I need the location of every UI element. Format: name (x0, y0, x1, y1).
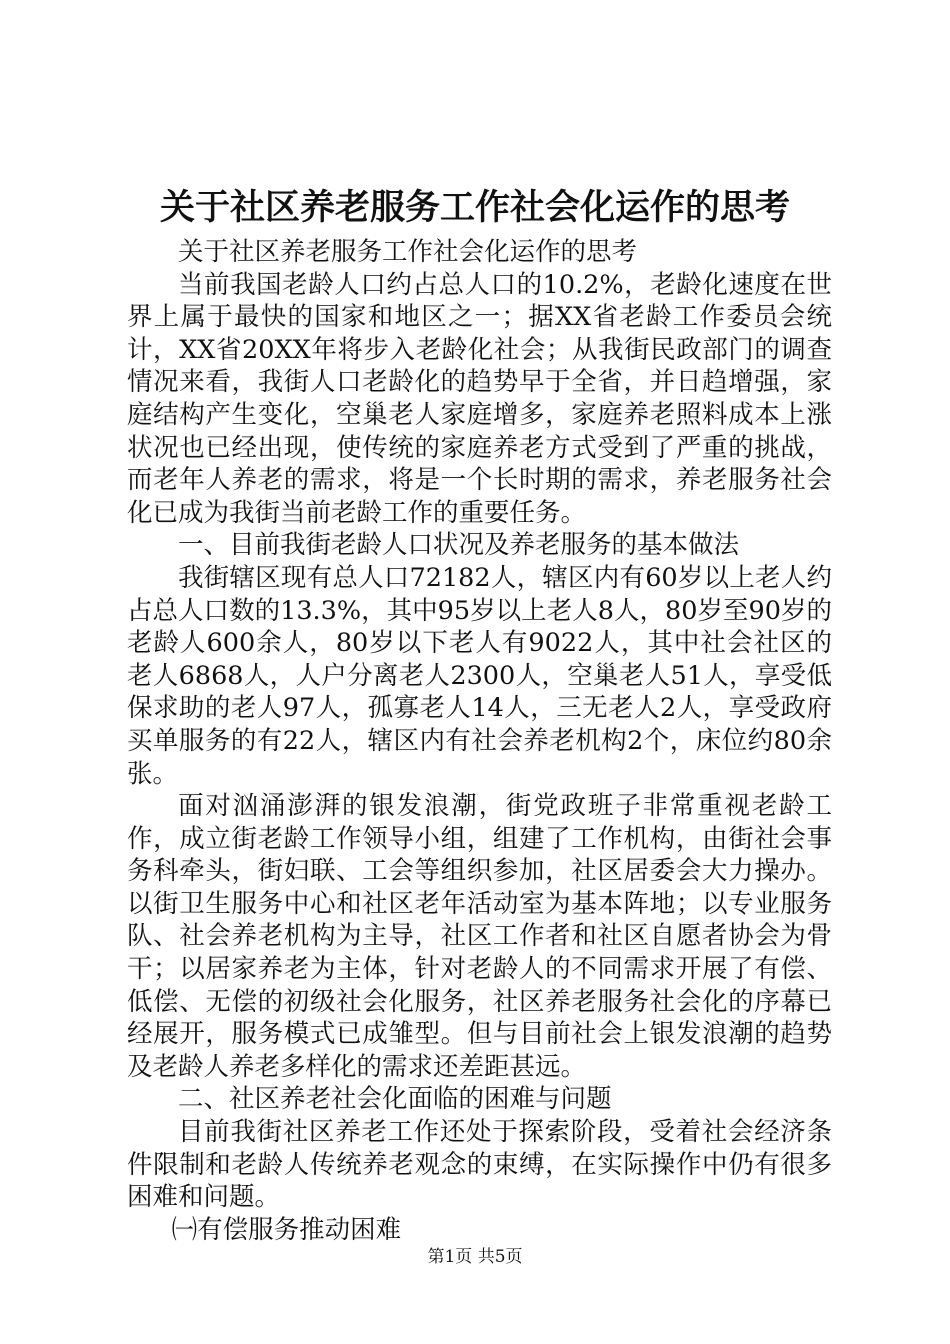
document-body (127, 236, 832, 1246)
subsection-heading: ㈠有偿服务推动困难 (171, 1214, 402, 1245)
section-heading: 一、目前我街老龄人口状况及养老服务的基本做法 (178, 530, 740, 561)
page-number-footer: 第1页 共5页 (427, 1247, 523, 1267)
body-paragraph: 面对汹涌澎湃的银发浪潮，街党政班子非常重视老龄工作，成立街老龄工作领导小组，组建了工作机构，由街社会事务科牵头，街妇联、工会等组织参加，社区居委会大力操办。以街卫生服务中心和社区老年活动室为基本阵地；以专业服务队、社会养老机构为主导，社区工作者和社区自愿者协会为骨干；以居家养老为主体，针对老龄人的不同需求开展了有偿、低偿、无偿的初级社会化服务，社区养老服务社会化的序幕已经展开，服务模式已成雏型。但与目前社会上银发浪潮的趋势及老龄人养老多样化的需求还差距甚远。 (127, 791, 832, 1082)
section-heading: 二、社区养老社会化面临的困难与问题 (178, 1084, 612, 1115)
body-paragraph: 当前我国老龄人口约占总人口的10.2%，老龄化速度在世界上属于最快的国家和地区之一；据XX省老龄工作委员会统计，XX省20XX年将步入老龄化社会；从我街民政部门的调查情况来看，我街人口老龄化的趋势早于全省，并日趋增强，家庭结构产生变化，空巢老人家庭增多，家庭养老照料成本上涨状况也已经出现，使传统的家庭养老方式受到了严重的挑战，而老年人养老的需求，将是一个长时期的需求，养老服务社会化已成为我街当前老龄工作的重要任务。 (127, 269, 832, 528)
subtitle-paragraph: 关于社区养老服务工作社会化运作的思考 (178, 237, 638, 267)
body-paragraph: 我街辖区现有总人口72182人，辖区内有60岁以上老人约占总人口数的13.3%，其中95岁以上老人8人，80岁至90岁的老龄人600余人，80岁以下老人有9022人，其中社会社区的老人6868人，人户分离老人2300人，空巢老人51人，享受低保求助的老人97人，孤寡老人14人，三无老人2人，享受政府买单服务的有22人，辖区内有社会养老机构2个，床位约80余张。 (127, 562, 832, 789)
document-title: 关于社区养老服务工作社会化运作的思考 (159, 187, 790, 228)
body-paragraph: 目前我街社区养老工作还处于探索阶段，受着社会经济条件限制和老龄人传统养老观念的束缚，在实际操作中仍有很多困难和问题。 (127, 1117, 832, 1213)
